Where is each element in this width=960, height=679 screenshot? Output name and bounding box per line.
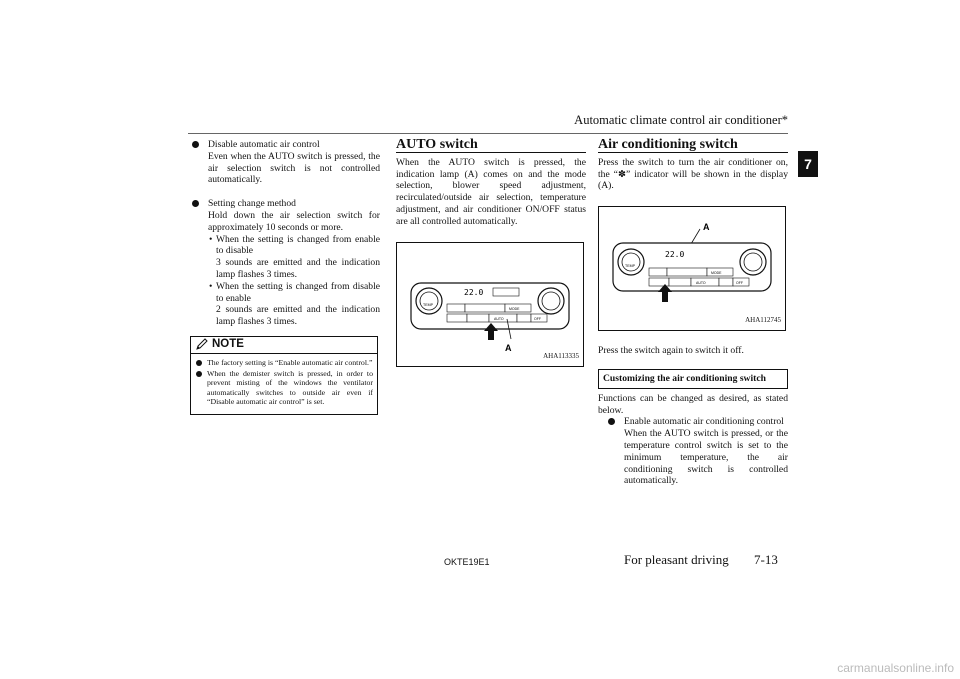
- section-heading-ac: Air conditioning switch: [598, 139, 788, 153]
- page-number: 7-13: [754, 552, 778, 567]
- running-header: Automatic climate control air conditioner*: [574, 113, 788, 127]
- switch-off-text: Press the switch again to switch it off.: [598, 345, 744, 357]
- note-pencil-icon: [195, 338, 209, 351]
- item-title: Enable automatic air conditioning control: [624, 416, 784, 428]
- control-panel-illustration: [599, 207, 785, 330]
- item-body: When the AUTO switch is pressed, or the temperature control switch is set to the minimum temperature, the air conditioning switch is controlled automatically.: [624, 428, 788, 487]
- chapter-tab: 7: [798, 151, 818, 177]
- bullet-setting-change: [190, 198, 380, 233]
- note-header: [191, 337, 377, 354]
- auto-label: AUTO: [696, 281, 706, 286]
- figure-id: AHA112745: [745, 316, 781, 325]
- customizing-body: Functions can be changed as desired, as stated below.: [598, 392, 788, 416]
- item-body: Hold down the air selection switch for approximately 10 seconds or more.: [208, 209, 380, 233]
- bullet-icon: [196, 360, 202, 366]
- off-label: OFF: [534, 316, 541, 321]
- column-3: [598, 139, 788, 487]
- watermark: carmanualsonline.info: [837, 661, 954, 675]
- bullet-icon: [196, 371, 202, 377]
- sub-bullet-icon: •: [209, 233, 213, 245]
- item-title: Disable automatic air control: [208, 139, 320, 150]
- mode-label: MODE: [509, 306, 520, 311]
- callout-a: A: [703, 222, 710, 233]
- bullet-enable-auto-ac: [606, 416, 788, 487]
- temp-label: TEMP: [625, 264, 635, 269]
- sub-title: When the setting is changed from disable to enable: [216, 280, 380, 304]
- bullet-disable-auto: [190, 139, 380, 186]
- bullet-icon: [192, 200, 199, 207]
- callout-a: A: [505, 342, 512, 353]
- bullet-icon: [192, 141, 199, 148]
- note-text: The factory setting is “Enable automatic air control.”: [207, 357, 373, 367]
- auto-label: AUTO: [494, 316, 504, 321]
- temp-display: 22.0: [665, 250, 685, 260]
- item-body: Even when the AUTO switch is pressed, the air selection switch is not controlled automatically.: [208, 150, 380, 186]
- header-rule: [188, 133, 788, 134]
- footer-section-label: For pleasant driving: [624, 552, 729, 567]
- temp-display: 22.0: [464, 287, 484, 297]
- sub-bullet-icon: •: [209, 280, 213, 292]
- ac-body: Press the switch to turn the air conditioner on, the “✽” indicator will be shown in the display (A).: [598, 156, 788, 192]
- off-label: OFF: [736, 281, 743, 286]
- temp-label: TEMP: [423, 302, 433, 307]
- figure-ac-switch: [598, 206, 786, 331]
- note-text: When the demister switch is pressed, in order to prevent misting of the windows the ventilator automatically switches to outside air even if “Disable automatic air control” is set.: [207, 368, 373, 407]
- sub-body: 2 sounds are emitted and the indication lamp flashes 3 times.: [216, 304, 380, 328]
- sub-body: 3 sounds are emitted and the indication lamp flashes 3 times.: [216, 257, 380, 280]
- bullet-icon: [608, 418, 615, 425]
- note-box: [190, 336, 378, 415]
- figure-id: AHA113335: [543, 351, 579, 360]
- auto-body: When the AUTO switch is pressed, the indication lamp (A) comes on and the mode selection, blower speed adjustment, recirculated/outside air selection, temperature adjustment, and air conditioner ON/OFF status are all controlled automatically.: [396, 156, 586, 227]
- note-item: [195, 358, 373, 368]
- doc-code: OKTE19E1: [444, 557, 490, 567]
- column-2: [396, 139, 586, 367]
- note-label: NOTE: [212, 338, 244, 351]
- mode-label: MODE: [711, 271, 722, 276]
- note-item: [195, 369, 373, 407]
- sub-title: When the setting is changed from enable to disable: [216, 233, 380, 257]
- sub-item-enable-to-disable: [190, 234, 380, 281]
- sub-item-disable-to-enable: [190, 281, 380, 328]
- subheading-customizing: Customizing the air conditioning switch: [598, 369, 788, 389]
- figure-auto-switch: [396, 242, 584, 367]
- column-1: [190, 139, 380, 415]
- section-heading-auto: AUTO switch: [396, 139, 586, 153]
- item-title: Setting change method: [208, 198, 296, 210]
- note-body: [191, 354, 377, 414]
- control-panel-illustration: [397, 243, 583, 366]
